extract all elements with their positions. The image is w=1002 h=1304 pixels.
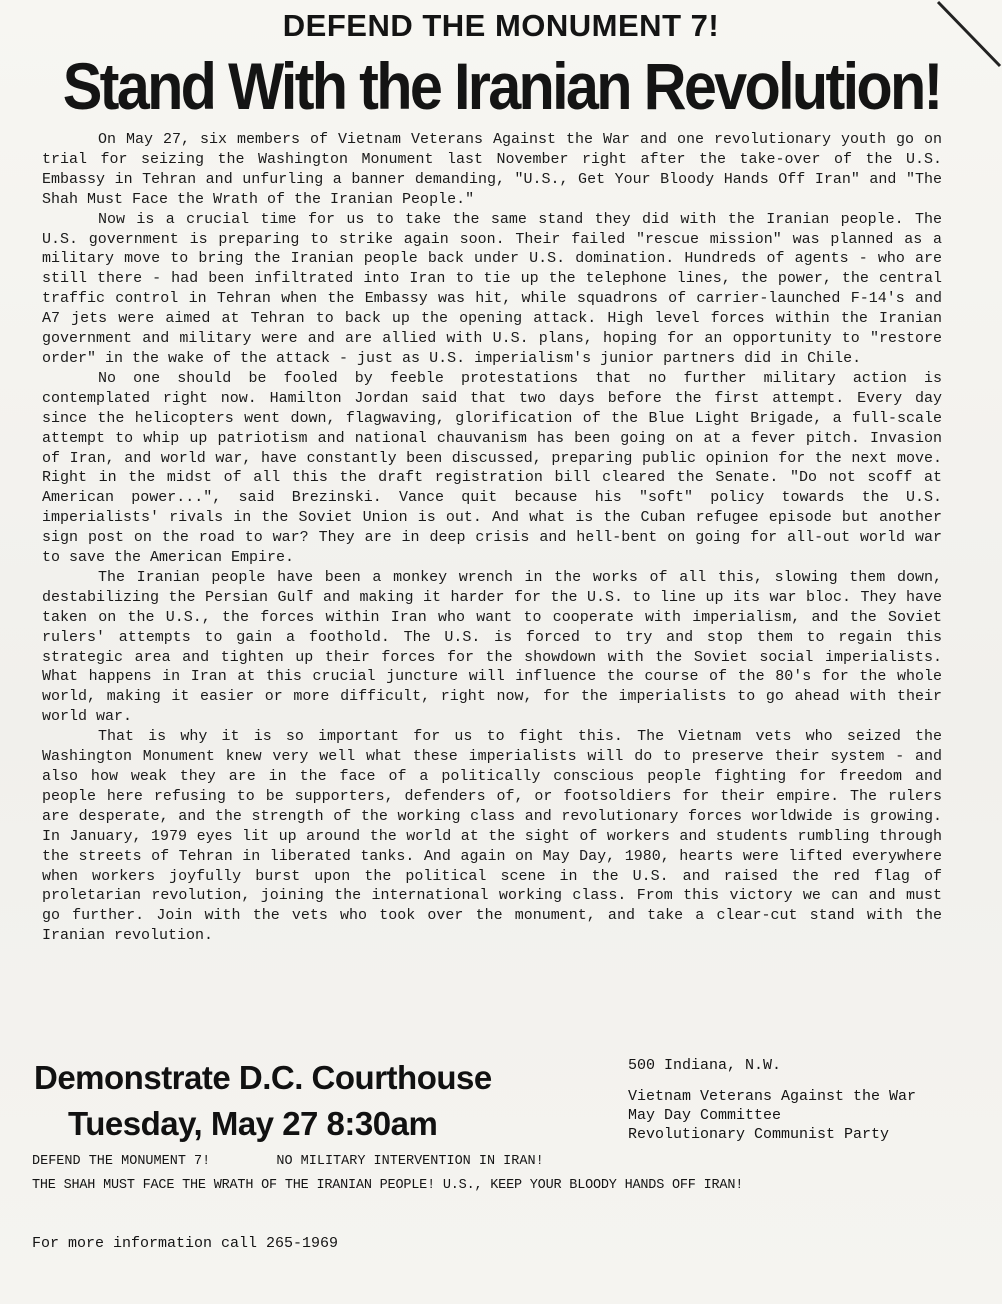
- rally-address: 500 Indiana, N.W.: [628, 1057, 782, 1074]
- contact-info: For more information call 265-1969: [32, 1235, 339, 1252]
- paragraph-4: The Iranian people have been a monkey wrench in the works of all this, slowing them down, destabilizing the Persian Gulf and making it harder for the U.S. to line up its war bloc. They have taken on the U.S., the forces within Iran who want to cooperate with imperialism, and the Soviet rulers' attempts to gain a foothold. The U.S. is forced to try and stop them to regain this strategic area and tighten up their forces for the showdown with the Soviet social imperialists. What happens in Iran at this crucial juncture will influence the course of the 80's for the whole world, making it easier or more difficult, right now, for the imperialists to go ahead with their world war.: [42, 568, 942, 726]
- rally-date-time: Tuesday, May 27 8:30am: [68, 1105, 438, 1142]
- main-headline: Stand With the Iranian Revolution!: [62, 49, 941, 123]
- slogan-item: DEFEND THE MONUMENT 7!: [32, 1154, 211, 1169]
- slogans: [32, 1152, 992, 1196]
- sponsor-item: Revolutionary Communist Party: [628, 1126, 890, 1143]
- rally-location: Demonstrate D.C. Courthouse: [34, 1059, 492, 1096]
- paragraph-3: No one should be fooled by feeble protestations that no further military action is contemplated right now. Hamilton Jordan said that two days before the first attempt. Every day since the helicopters went down, flagwaving, glorification of the Blue Light Brigade, a full-scale attempt to whip up patriotism and national chauvanism has been going on at a fever pitch. Invasion of Iran, and world war, have constantly been discussed, preparing public opinion for the next move. Right in the midst of all this the draft registration bill cleared the Senate. "Do not scoff at American power...", said Brezinski. Vance quit because his "soft" policy towards the U.S. imperialists' rivals in the Soviet Union is out. And what is the Cuban refugee episode but another sign post on the road to war? They are in deep crisis and hell-bent on going for all-out world war to save the American Empire.: [42, 369, 942, 567]
- body-text: [42, 130, 942, 946]
- paragraph-2: Now is a crucial time for us to take the same stand they did with the Iranian people. The U.S. government is preparing to strike again soon. Their failed "rescue mission" was planned as a military move to bring the Iranian people back under U.S. domination. Hundreds of agents - who are still there - had been infiltrated into Iran to tie up the telephone lines, the power, the central traffic control in Tehran when the Embassy was hit, while squadrons of carrier-launched F-14's and A7 jets were aimed at Tehran to back up the opening attack. High level forces within the Iranian government and military were and are allied with U.S. plans, hoping for an opportunity to "restore order" in the wake of the attack - just as U.S. imperialism's junior partners did in Chile.: [42, 210, 942, 367]
- sponsor-item: Vietnam Veterans Against the War: [628, 1088, 917, 1105]
- rally-announcement: [34, 1055, 594, 1147]
- paragraph-5: That is why it is so important for us to fight this. The Vietnam vets who seized the Washington Monument knew very well what these imperialists will do to preserve their system - and also how weak they are in the face of a politically conscious people fighting for freedom and people here refusing to be supporters, defenders of, or footsoldiers for their empire. The rulers are desperate, and the strength of the working class and revolutionary forces worldwide is growing. In January, 1979 eyes lit up around the world at the sight of workers and students rumbling through the streets of Tehran in liberated tanks. And again on May Day, 1980, hearts were lifted everywhere when workers joyfully burst upon the political scene in the U.S. and raised the red flag of proletarian revolution, joining the international working class. From this victory we can and must go further. Join with the vets who took over the monument, and take a clear-cut stand with the Iranian revolution.: [42, 728, 942, 945]
- sponsor-item: May Day Committee: [628, 1107, 782, 1124]
- sponsors-block: [628, 1056, 968, 1144]
- slogan-item: THE SHAH MUST FACE THE WRATH OF THE IRANIAN PEOPLE! U.S., KEEP YOUR BLOODY HANDS OFF IRAN!: [32, 1178, 744, 1193]
- paragraph-1: On May 27, six members of Vietnam Veterans Against the War and one revolutionary youth go on trial for seizing the Washington Monument last November right after the take-over of the U.S. Embassy in Tehran and unfurling a banner demanding, "U.S., Get Your Bloody Hands Off Iran" and "The Shah Must Face the Wrath of the Iranian People.": [42, 131, 942, 208]
- kicker-heading: DEFEND THE MONUMENT 7!: [282, 8, 720, 43]
- slogan-item: NO MILITARY INTERVENTION IN IRAN!: [276, 1154, 544, 1169]
